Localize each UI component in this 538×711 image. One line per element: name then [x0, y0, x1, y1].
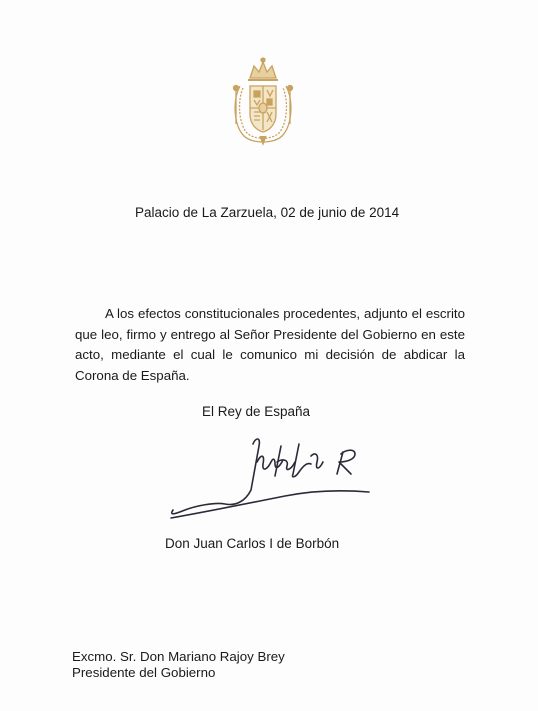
- recipient-name: Excmo. Sr. Don Mariano Rajoy Brey: [72, 649, 285, 664]
- signer-name: Don Juan Carlos I de Borbón: [165, 536, 340, 551]
- handwritten-signature: [165, 432, 380, 524]
- royal-coat-of-arms-icon: [230, 56, 296, 148]
- place-date: Palacio de La Zarzuela, 02 de junio de 2014: [135, 205, 400, 220]
- closing-title: El Rey de España: [202, 404, 311, 419]
- recipient-title: Presidente del Gobierno: [72, 665, 216, 680]
- recipient-block: [72, 649, 285, 681]
- letter-body: A los efectos constitucionales procedentes, adjunto el escrito que leo, firmo y entrego al Señor Presidente del Gobierno en este acto, mediante el cual le comunico mi decisión de abdicar la Corona de España.: [75, 306, 465, 383]
